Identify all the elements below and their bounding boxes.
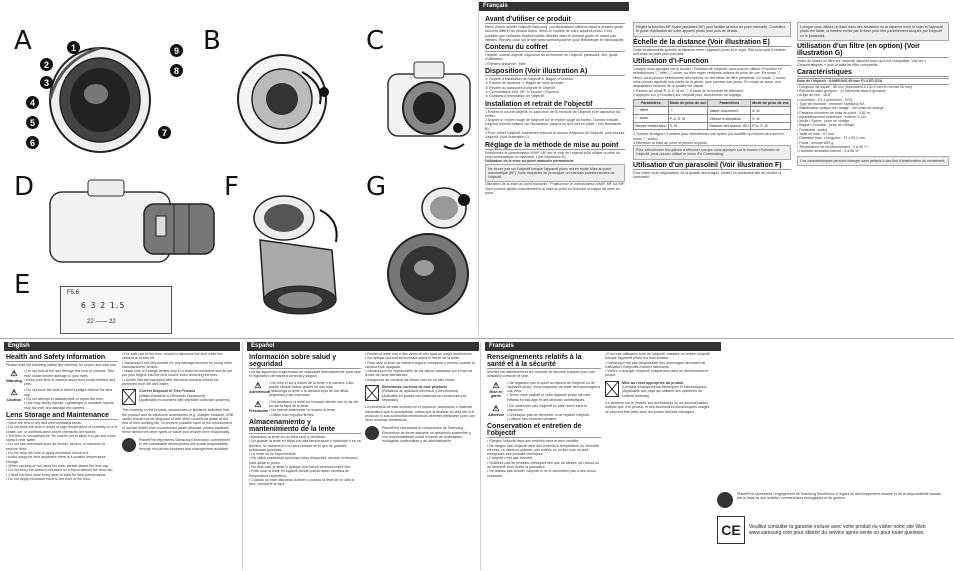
table-header: Paramètres <box>708 100 751 107</box>
fr2-maint-item: • L'objectif n'est pas étanche. <box>487 456 534 461</box>
french-language-bar: Français <box>479 2 629 11</box>
fr-col-1 <box>485 14 625 195</box>
en-disposal-block <box>122 389 234 405</box>
es-disposal-block <box>365 385 475 402</box>
fr-layout-item: ③ Repère du parasoleil d'objectif ⑧ Objectif <box>485 85 555 90</box>
en-planet-block <box>122 438 234 452</box>
english-language-bar: English <box>4 342 240 351</box>
en-disposal-text: This marking on the product, accessories or literature indicates that the product and its electronic accessories (e.g. charger, headset, USB cable) should not be disposed of with other household waste at the end of their working life. To prevent possible harm to the environment or human health from uncontrolled waste disposal, please separate these items from other types of waste and recycle them responsibly. <box>122 408 234 434</box>
fr-distance-title: Échelle de la distance (Voir illustration E) <box>633 39 791 47</box>
figure-letter-c: C <box>366 26 385 56</box>
camera-illustration-c <box>384 56 474 156</box>
fr-layout-item: ① Repère d'installation de l'objectif ⑥ Bague i-Function <box>485 77 573 82</box>
table-cell: A, M <box>751 107 791 115</box>
en-maint-item: • Do not store the lens in areas of high temperature or humidity or in a closet, car, or confined area where chemicals are stored. <box>6 425 117 434</box>
fr2-disposal-sub: (Déchets d'équipements électriques et électroniques) <box>622 385 707 390</box>
filter-illustration-g <box>384 184 474 324</box>
spanish-language-bar: Español <box>247 342 479 351</box>
fr2-caution-text: Attention <box>488 413 504 418</box>
fr2-caution-item: • Ne conservez pas l'objectif en plein soleil sans le capuchon. <box>507 404 588 413</box>
fr-mf-assist-note: Réglez la fonction MF Assist (assistant MF) pour faciliter la mise au point manuelle. Consultez le guide d'utilisation de votre appareil photo pour plus de détails. <box>633 22 791 37</box>
lens-mount-illustration-b <box>232 44 342 154</box>
fr-spec-item: • Température de fonctionnement : 0 à 40 °C <box>797 144 868 149</box>
es-maint-item: • La lente no es impermeable. <box>249 452 297 457</box>
figure-panel <box>0 0 476 335</box>
en-col-2 <box>122 352 234 452</box>
french-section-bottom <box>480 342 953 570</box>
en-disposal-sub: (Waste Electrical & Electronic Equipment) <box>139 393 206 398</box>
es-warning-label <box>249 380 270 398</box>
fr-layout-item: ② Échelle de distance ⑦ Bague de mise au point <box>485 81 564 86</box>
es-warning-item: • Mantenga la lente o la cámara lejos de los niños pequeños y las mascotas. <box>269 389 349 398</box>
english-section <box>4 342 240 570</box>
caution-icon: ⚠ <box>10 388 18 398</box>
es-caution-item: • No intente desmontar ni reparar la lente. <box>269 408 336 413</box>
planetfirst-logo-icon <box>122 438 136 452</box>
figure-letter-e: E <box>14 270 31 300</box>
fr2-disposal-text: Ce symbole sur le produit, ses accessoires ou sa documentation indique que ni le produit, ni ses accessoires électroniques usagés ne peuvent être jetés avec les autres déchets ménagers. <box>605 400 710 414</box>
fr-specs-title: Caractéristiques <box>797 69 949 77</box>
en-col2-item: • For safe use of the lens, mount or dismount the lens while the camera is turned off. <box>122 352 223 361</box>
fr2-ce-text: Veuillez consulter la garantie incluse avec votre produit ou visiter notre site Web www.samsung.com pour obtenir du service après-vente ou pour toute question. <box>749 524 926 536</box>
es-caution-text: Precaución <box>249 408 269 413</box>
fr2-ce-block <box>717 516 943 544</box>
en-maint-item: • Do not apply excessive force to the front of the lens. <box>6 476 91 481</box>
en-disposal-title: Correct Disposal of This Product <box>139 389 196 394</box>
en-maint-item: • Do not use chemicals such as thinner, alcohol, or benzene to remove dust. <box>6 442 106 451</box>
spanish-section <box>242 342 479 570</box>
fr-flash-note: Lorsque vous utilisez un flash dans des situations où la distance entre le sujet et l'appareil photo est faible, la lumière émise par le flash peut être partiellement bloquée par l'objectif ou le parasoleil. <box>797 22 949 41</box>
en-health-title: Health and Safety Information <box>6 354 118 362</box>
en-maint-item: • Avoid using the lens anywhere there is a sudden temperature change. <box>6 455 106 464</box>
figure-letter-b: B <box>203 26 221 56</box>
en-maint-item: • Check the lens once every year at least for best performance. <box>6 472 107 477</box>
table-cell: Vitesse d'obturation <box>708 115 751 123</box>
es-col2-item: • Revise la lente una o dos veces al año para un mejor rendimiento. <box>365 352 473 356</box>
caution-icon: ⚠ <box>492 404 500 414</box>
table-cell: Balance des blancs, ISO <box>709 124 749 129</box>
es-health-title: Información sobre salud y seguridad <box>249 354 361 369</box>
en-caution-block <box>6 388 118 409</box>
callout-1: 1 <box>67 41 80 54</box>
fr-focus-subtitle: Utilisation de la mise au point manuelle permanente <box>485 159 574 164</box>
en-maint-item: • When carrying or not using the lens, please attach the lens cap. <box>6 463 110 468</box>
fr-spec-item: • Parasoleil : inclus <box>797 127 828 132</box>
fr-ifunction-step: 4 Effectuez la mise au point et prenez la photo. <box>633 140 708 145</box>
table-cell: ⓘ <box>668 107 708 115</box>
table-cell: Vitesse d'obturation <box>635 124 667 129</box>
callout-7: 7 <box>158 126 171 139</box>
fr-focus-text: Positionnez le commutateur A/M/F, MF sur le côté de l'objectif pour utiliser la mise au point automatique ou manuelle. (Voir illustration D) <box>485 150 620 159</box>
es-maint-item: • Cuando no esté utilizando la lente o cuando la lleve de un sitio a otro, colóquele la tapa. <box>249 477 354 487</box>
fr-ifunction-step: 3 Tournez la bague i-Function pour sélectionner une option (ou modifier la révision de zoom en mode ⓘ zoom). <box>633 132 784 141</box>
en-planet-text: PlanetFirst represents Samsung Electronics' commitment to the sustainable development and social responsibility through eco-driven business and management activities. <box>139 438 231 451</box>
fr2-col2-item: • Pour une utilisation sûre de l'objectif, installez ou retirez l'objectif lorsque l'appareil photo est hors tension. <box>605 352 710 361</box>
es-col-1 <box>249 352 361 487</box>
callout-5: 5 <box>26 116 39 129</box>
en-col2-item: • Samsung is not responsible for any damage incurred by using other manufacturers' lenses. <box>122 360 232 369</box>
es-col2-item: • No aplique una fuerza excesiva sobre el frente de la lente. <box>365 356 460 361</box>
es-disposal-title: Eliminación correcta de este producto <box>382 385 448 390</box>
fr2-warning-block <box>487 381 601 402</box>
en-warning-block <box>6 369 118 386</box>
table-cell: S, M <box>668 123 708 130</box>
planetfirst-logo-icon <box>365 426 379 440</box>
fr-ifunction-note: Pour sélectionner les options à effectuer lorsque vous appuyez sur le bouton i-Function de l'objectif, vous pouvez utiliser le menu iFn Customizing. <box>633 145 791 160</box>
fr-spec-item: • Angle de vue : 18,8° <box>797 93 832 98</box>
table-cell: S, M <box>751 115 791 123</box>
fr-box-contents-title: Contenu du coffret <box>485 44 625 52</box>
fr-ifunction-step: 2 Appuyez sur [i-Function] sur l'objectif pour sélectionner un réglage. <box>633 92 742 97</box>
fr-focus-tail: Utilisation de la mise au point manuelle : Positionnez le commutateur A/M/F, MF sur MF. Vous pouvez ajuster manuellement la mise au point en tournant la bague de mise au point. <box>485 182 625 196</box>
fr2-col-3 <box>717 352 943 544</box>
fr-box-contents-option: • Élément optionnel : filtre <box>485 61 526 66</box>
fr-spec-item: • Longueur de focale : 85 mm (équivalent à 130,9 mm en format 35 mm) <box>797 84 912 89</box>
fr-col-3 <box>797 22 949 166</box>
table-header: Paramètres <box>634 100 669 107</box>
fr-spec-item: • Ouverture : f/1.4 (minimum : f/22) <box>797 97 853 102</box>
en-caution-item: • Do not store the lens in direct sunlight without the lens cap. <box>24 388 113 397</box>
en-col2-item: • Make sure to change lenses only in a clean environment and do not put your fingers into the lens mount when removing the lens. <box>122 369 232 378</box>
es-col2-item: • Asegúrese de cambiar las lentes solo en un sitio limpio. <box>365 377 456 382</box>
callout-8: 8 <box>170 64 183 77</box>
es-col2-item: • Para usar la lente de manera segura, colóquela o retírela cuando la cámara esté apagada. <box>365 360 475 369</box>
fr2-caution-item: • N'essayez pas de démonter ni de réparer l'objectif. <box>507 412 590 417</box>
fr2-maintenance-title: Conservation et entretien de l'objectif <box>487 423 601 438</box>
fr2-caution-label <box>487 404 505 421</box>
page-divider <box>0 338 954 339</box>
fr-spec-item: • Éléments dans groupes : 10 éléments dans 8 groupes <box>797 89 886 94</box>
en-warning-item: • Keep your lens or camera away from small children and pets. <box>24 377 115 387</box>
fr-ifunction-step: 1 Passez au mode P, A, S, M ou ⓘ à l'aide de la molette de sélection. <box>633 88 744 93</box>
fr-spec-item: • Bague i-Function : prise en charge <box>797 123 855 128</box>
fr-layout-item: ④ Commutateur A/M, MF ⑨ Touche i-Function <box>485 89 559 94</box>
table-row <box>634 107 791 115</box>
fr-ifunction-text: Lorsque vous appuyez sur le bouton i-Function de l'objectif, vous pouvez utiliser i-Function en sélectionnant ⓘ effet, ⓘ zoom, ou bien régler certaines options de prise de vue. En mode ⓘ effect, vous pouvez sélectionner des scènes ou des effets de filtre prédéfinis. En mode ⓘ zoom, vous pouvez agrandir une partie de la photo, puis prendre une photo. En mode de zoom, une dégradation moindre de la qualité est visible. <box>633 67 787 89</box>
fr2-disposal-block <box>605 381 711 398</box>
es-maint-item: • No utilice sustancias químicas como diluyentes, alcohol ni benceno para quitar el polvo. <box>249 456 359 465</box>
fr2-col-1 <box>487 352 601 478</box>
es-disposal-text: La presencia de este símbolo en el producto, accesorios o material informativo que lo acompañan, indica que al finalizar su vida útil ni el producto ni sus accesorios electrónicos deberán eliminarse junto con otros residuos domésticos. <box>365 405 475 423</box>
fr-spec-item: • Diamètre max. x longueur : 79 x 93,2 mm <box>797 136 866 141</box>
es-caution-block <box>249 400 361 417</box>
es-caution-item: • Utilice sólo trípodes firmes. <box>269 412 315 417</box>
fr-ifunction-table <box>633 99 791 130</box>
en-caution-item: • Use only sturdy tripods. Lightweight or unstable tripods may fall over and damage the camera. <box>24 401 114 410</box>
en-col2-item: • Lenses that are equipped with electrical contacts should be protected from dirt and water. <box>122 377 219 387</box>
fr-spec-item: • Mode i-Scène : prise en charge <box>797 119 850 124</box>
distance-scale-bottom: 22 —— 22 <box>87 319 116 325</box>
fr2-disposal-note: (Applicable aux pays qui utilisent des systèmes de collecte distincts) <box>622 389 703 398</box>
en-warning-text: Warning <box>6 378 22 384</box>
fr-spec-item: • Agrandissement maximum : environ 0,11X <box>797 114 867 119</box>
en-maint-item: • Do not drop the lens or apply excessive shock to it. <box>6 451 90 456</box>
fr2-col2-item: • Veillez à changer d'objectif uniquement dans un environnement propre. <box>605 369 709 378</box>
es-health-intro: Lea las siguientes sugerencias de seguridad detenidamente para usar el dispositivo de manera correcta y segura. <box>249 370 361 379</box>
fr2-caution-block <box>487 404 601 421</box>
fr-spec-item: • Humidité ambiante tolérée : 5 à 85 % <box>797 149 859 154</box>
fr-install-step: 3 Pour retirer l'objectif, maintenez enfoncé le bouton d'éjection de l'objectif, puis tournez l'objectif. (Voir illustration C) <box>485 131 625 140</box>
fr2-planet-text: PlanetFirst représente l'engagement de Samsung Electronics à l'égard du développement durable et de la responsabilité sociale par le biais de ses activités commerciales écologiques et de gestion. <box>737 492 941 501</box>
fr-install-title: Installation et retrait de l'objectif <box>485 101 625 109</box>
recycle-bin-icon <box>605 381 619 397</box>
warning-icon: ⚠ <box>254 380 262 390</box>
fr2-col2-item: • Samsung n'est pas responsable des dommages découlant de l'utilisation d'objectifs d'autres fabricants. <box>605 360 706 369</box>
fr-distance-text: Cette fonctionnalité spécifie la distance entre l'appareil photo et le sujet. Elle vous aide à réaliser une mise au point plus précises. <box>633 47 787 56</box>
fr2-maint-item: • N'utilisez pas de produits chimiques tels que du diluant, de l'alcool ou du benzène pour retirer la poussière. <box>487 460 600 470</box>
en-col-1 <box>6 352 118 481</box>
en-health-intro: Please read the following safety tips carefully for proper and safe use. <box>6 363 117 367</box>
warning-icon: ⚠ <box>492 380 500 390</box>
fr-spec-item: • Poids : environ 659 g <box>797 140 834 145</box>
recycle-bin-icon <box>365 385 379 401</box>
es-warning-block <box>249 381 361 398</box>
table-cell: ⓘ effect <box>634 107 669 115</box>
en-maintenance-title: Lens Storage and Maintenance <box>6 412 118 420</box>
fr2-warning-item: • Tenez votre objectif et votre appareil photo loin des enfants en bas âge et des animaux domestiques. <box>507 393 591 402</box>
figure-letter-a: A <box>14 26 32 56</box>
es-maint-item: • No guarde la lente en sitios con alta temperatura o humedad o en un armario, un automóvil o un sitio cerrado en el que se guarden sustancias químicas. <box>249 439 361 452</box>
fr-layout-title: Disposition (Voir illustration A) <box>485 68 625 76</box>
recycle-bin-icon <box>122 389 136 405</box>
es-maint-item: • No deje caer la lente ni aplique una fuerza excesiva sobre ella. <box>249 465 352 470</box>
es-warning-item: • No mire el sol a través de la lente o la cámara. Esto puede causar daños graves en sus ojos. <box>269 380 354 389</box>
fr-before-use-title: Avant d'utiliser ce produit <box>485 16 625 24</box>
callout-9: 9 <box>170 44 183 57</box>
table-row <box>634 123 791 130</box>
fr-before-use-text: Merci d'avoir acheté l'objectif Samsung. Les illustrations utilisées dans le présent guide peuvent différer du produit fourni. Selon le modèle de votre appareil photo, il est possible que certaines fonctionnalités décrites dans le présent guide ne soient pas offertes. Rendez-vous sur le site www.samsung.com/fr pour télécharger le micrologiciel. <box>485 25 625 42</box>
fr-col-2 <box>633 22 791 179</box>
es-disposal-sub: (Residuos de aparatos eléctricos y electrónicos) <box>382 389 459 394</box>
es-maint-item: • Almacene la lente en un área seca y ventilada. <box>249 434 326 439</box>
fr-filter-text: Avant de placer un filtre sur l'objectif, assurez-vous qu'il est compatible. Voir les « Caractéristiques » pour la taille de filtre compatible. <box>797 58 927 68</box>
french-language-bar-bottom: Français <box>485 342 721 351</box>
es-caution-item: • No almacene la lente en contacto directo con la luz del sol sin la tapa de la lente. <box>269 399 359 409</box>
ce-mark-icon: CE <box>717 516 745 544</box>
en-caution-item: • Do not attempt to disassemble or repair the lens. <box>24 397 104 402</box>
es-maintenance-title: Almacenamiento y mantenimiento de la lente <box>249 419 361 434</box>
fr2-planet-block <box>717 492 943 508</box>
fr2-warning-item: • Ne regardez pas le soleil au travers de l'objectif ou de l'appareil photo. Vous risqueriez de subir des dommages à vos yeux. <box>507 380 601 394</box>
distance-scale-top: F5.6 <box>67 290 80 296</box>
fr-hood-title: Utilisation d'un parasoleil (Voir illustration F) <box>633 162 791 170</box>
camera-illustration-d <box>44 176 220 268</box>
fr-specs-model: Nom de l'objectif : SAMSUNG 85 mm F1.4 ED SSA <box>797 78 949 84</box>
warning-icon: ⚠ <box>10 369 18 379</box>
fr-ifunction-title: Utilisation d'i-Function <box>633 58 791 66</box>
en-caution-label <box>6 388 22 409</box>
es-caution-label <box>249 400 267 417</box>
fr-spec-item: • Distance minimum de mise au point : 0,82 m <box>797 110 871 115</box>
lens-illustration-a <box>40 40 160 160</box>
table-cell: Valeur d'ouverture <box>708 107 751 115</box>
fr-specs-note: Ces caractéristiques peuvent changer sans préavis à des fins d'amélioration du rendement. <box>797 156 949 166</box>
fr2-col-2 <box>605 352 711 414</box>
table-header: Mode de prise de vue <box>752 101 789 106</box>
fr-install-step: 1 Retirez le couvre-objectif, le capuchon de la monture de l'objectif et le capuchon du boîtier. <box>485 109 621 118</box>
table-row <box>634 115 791 123</box>
en-maint-item: • The lens is not waterproof. Be careful not to allow it to get wet when using it near water. <box>6 433 116 443</box>
callout-6: 6 <box>26 136 39 149</box>
fr2-disposal-title: Mise au rebut appropriée du produit <box>622 380 684 385</box>
fr2-maint-item: • Ne rangez pas l'objectif dans des endroits à température ou humidité élevées, ou dans un placard, une voiture ou un lieu clos où sont entreposés des produits chimiques. <box>487 443 599 457</box>
es-col-2 <box>365 352 475 444</box>
table-cell: P, A, S, M <box>668 115 708 123</box>
callout-3: 3 <box>40 76 53 89</box>
planetfirst-logo-icon <box>717 492 733 508</box>
en-maint-item: • Store the lens in dry and well ventilated areas. <box>6 420 82 425</box>
distance-scale-values: 6 3 2 1.5 <box>81 301 125 310</box>
es-planet-block <box>365 426 475 443</box>
en-warning-item: • Do not look at the sun through the lens or camera. This may cause severe damage to your eyes. <box>24 369 114 378</box>
french-section-top <box>478 0 954 335</box>
fr-focus-note: Ne forcez pas sur l'objectif lorsque l'appareil photo est en mode Mise au point automatique (AF). Vous risqueriez de provoquer un mauvais fonctionnement de l'objectif. <box>485 164 625 183</box>
fr2-caution-item: • Utilisez des trépieds robustes. <box>507 416 558 421</box>
fr2-warning-text: Mise en garde <box>489 389 503 398</box>
es-disposal-note: (Aplicable en países con sistemas de recolección por separado) <box>382 393 467 402</box>
lens-hood-illustration-f <box>240 180 360 330</box>
es-maint-item: • Evite usar la lente en lugares donde pueda haber cambios de temperatura repentinos. <box>249 469 350 478</box>
fr-hood-text: Pour éviter toute dégradation de la qualité des images, utilisez un parasoleil afin de réduire la luminosité. <box>633 170 782 180</box>
fr-spec-item: • Type de monture : monture Samsung NX <box>797 101 865 106</box>
callout-4: 4 <box>26 96 39 109</box>
fr-spec-item: • Stabilisation optique de l'image : non prise en charge <box>797 106 884 111</box>
figure-letter-d: D <box>14 172 35 202</box>
table-cell: ⓘ zoom <box>634 115 669 123</box>
fr2-health-title: Renseignements relatifs à la santé et à la sécurité <box>487 354 601 369</box>
en-disposal-note: (Applicable in countries with separate collection systems) <box>139 397 230 402</box>
fr2-health-intro: Veuillez lire attentivement les conseils de sécurité suivants pour une utilisation correcte et sûre. <box>487 370 596 379</box>
fr-layout-item: ⑤ Contacts d'information de l'objectif <box>485 94 544 99</box>
es-planet-text: PlanetFirst representa el compromiso de Samsung Electronics de llevar adelante un desarrollo sostenible y con responsabilidad social a través de actividades ecológicas comerciales y de administración. <box>382 426 471 444</box>
fr2-maint-item: • Rangez l'objectif dans des endroits secs et bien ventilés. <box>487 439 580 444</box>
figure-letter-g: G <box>366 172 387 202</box>
fr-spec-item: • Taille de filtre : 67 mm <box>797 132 835 137</box>
caution-icon: ⚠ <box>254 399 262 409</box>
distance-scale-illustration-e <box>60 286 172 334</box>
fr2-maint-item: • Ne laissez pas tomber l'objectif et ne le soumettez pas à des chocs excessifs. <box>487 469 597 478</box>
es-warning-text: Advertencia <box>249 389 270 394</box>
callout-2: 2 <box>40 58 53 71</box>
fr-filter-title: Utilisation d'un filtre (en option) (Voir illustration G) <box>797 43 949 58</box>
fr-focus-title: Réglage de la méthode de mise au point <box>485 142 625 150</box>
figure-letter-f: F <box>224 172 239 202</box>
en-caution-text: Caution <box>6 397 22 403</box>
en-maint-item: • Do not keep the camera mounted on a tripod without the lens cap. <box>6 468 114 473</box>
fr2-warning-label <box>487 381 505 402</box>
fr-box-contents-text: Objectif, couvre-objectif, capuchon de la monture de l'objectif, parasoleil, étui, guide d'utilisation <box>485 53 618 62</box>
en-warning-label <box>6 369 22 386</box>
table-cell: P, A, S, M <box>751 123 791 130</box>
fr-install-step: 2 Alignez le repère rouge de l'objectif sur le repère rouge du boîtier. Tournez ensuite l'objectif comme indiqué sur l'illustration, jusqu'à ce qu'il soit en place. (Voir illustration B) <box>485 118 621 131</box>
table-header: Mode de prise de vue <box>669 101 707 106</box>
es-col2-item: • Samsung no es responsable de los daños causados por el uso de lentes de otros fabricantes. <box>365 369 473 378</box>
